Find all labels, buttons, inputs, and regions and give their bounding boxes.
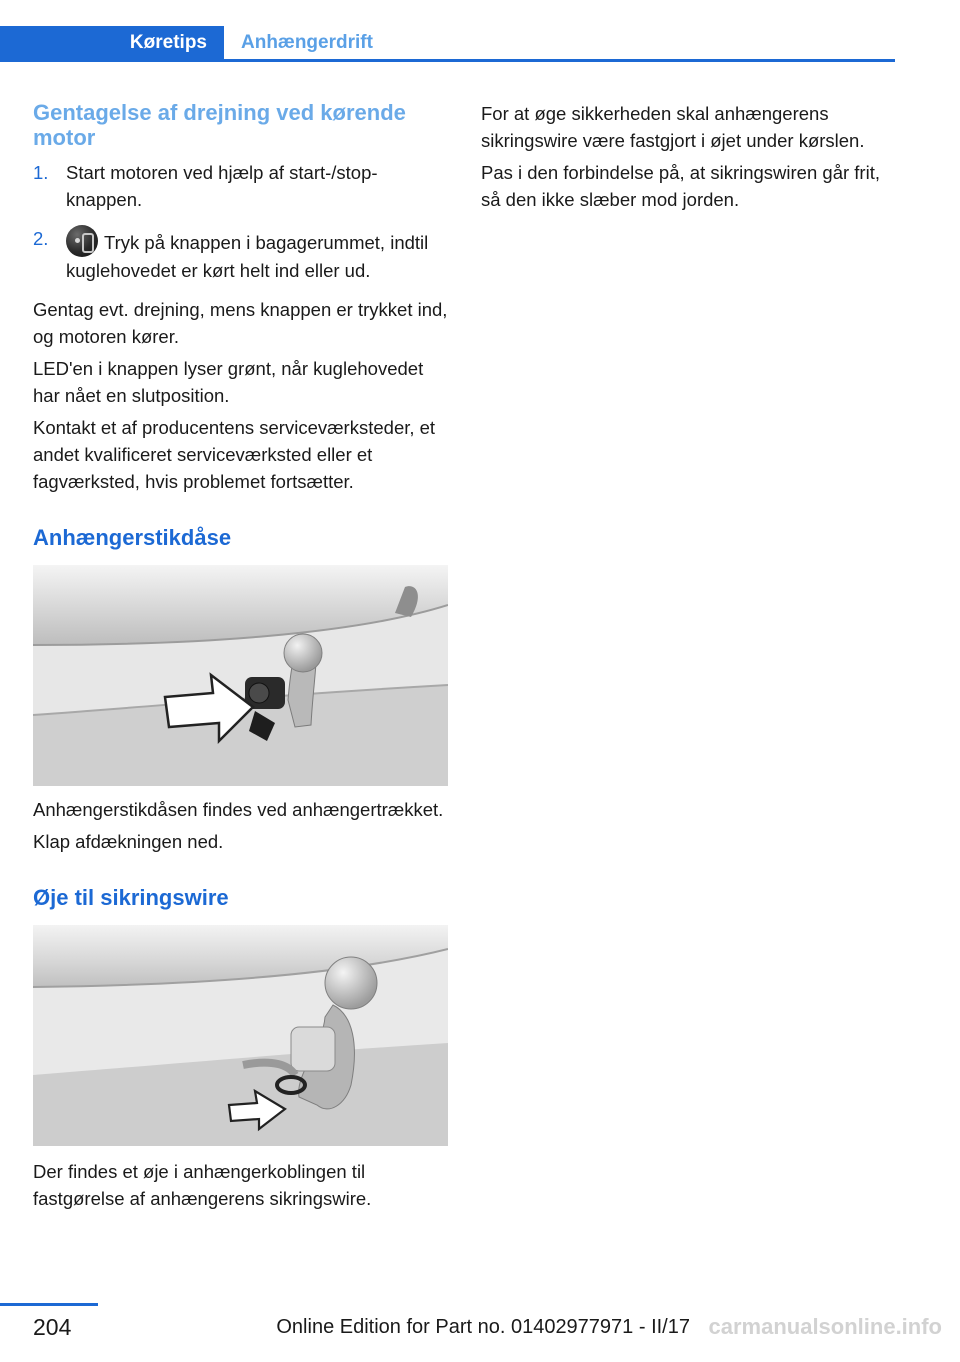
step-text: Tryk på knappen i bagagerummet, indtil kuglehovedet er kørt helt ind eller ud. xyxy=(66,232,429,281)
step-number: 2. xyxy=(33,228,49,249)
section-title-socket: Anhængerstikdåse xyxy=(33,525,232,550)
trunk-button-icon xyxy=(66,225,98,257)
subheading-repeat-rotation: Gentagelse af drejning ved kørende motor xyxy=(33,100,406,150)
edition-info: Online Edition for Part no. 01402977971 - II/17 xyxy=(276,1316,690,1338)
step-text: Start motoren ved hjælp af start-/stop-knappen. xyxy=(66,162,378,210)
paragraph: For at øge sikkerheden skal anhængerens sikringswire være fastgjort i øjet under kørslen. xyxy=(481,103,865,151)
paragraph: Anhængerstikdåsen findes ved anhængertrækket. xyxy=(33,799,444,820)
steps-list xyxy=(33,159,448,284)
section-title-safety-eye: Øje til sikringswire xyxy=(33,885,229,910)
footer-rule xyxy=(0,1303,98,1306)
left-column xyxy=(33,100,448,1217)
page-number: 204 xyxy=(33,1314,72,1340)
paragraph: Pas i den forbindelse på, at sikringswiren går frit, så den ikke slæber mod jorden. xyxy=(481,162,880,210)
step-number: 1. xyxy=(33,162,49,183)
paragraph: Der findes et øje i anhængerkoblingen til fastgørelse af anhængerens sikringswire. xyxy=(33,1161,372,1209)
watermark: carmanualsonline.info xyxy=(708,1314,942,1339)
safety-eye-illustration xyxy=(33,925,448,1146)
right-column xyxy=(481,100,896,218)
paragraph: LED'en i knappen lyser grønt, når kuglehovedet har nået en slutposition. xyxy=(33,358,424,406)
tab-anhaengerdrift[interactable]: Anhængerdrift xyxy=(241,32,373,53)
tab-koretips[interactable]: Køretips xyxy=(0,26,224,62)
list-item xyxy=(33,225,448,284)
paragraph: Gentag evt. drejning, mens knappen er trykket ind, og motoren kører. xyxy=(33,299,448,347)
list-item xyxy=(33,159,448,213)
chapter-tabs xyxy=(0,26,895,62)
paragraph: Klap afdækningen ned. xyxy=(33,831,224,852)
paragraph: Kontakt et af producentens serviceværksteder, et andet kvalificeret serviceværksted eller et fagværksted, hvis problemet fortsætter. xyxy=(33,417,436,492)
socket-illustration xyxy=(33,565,448,786)
